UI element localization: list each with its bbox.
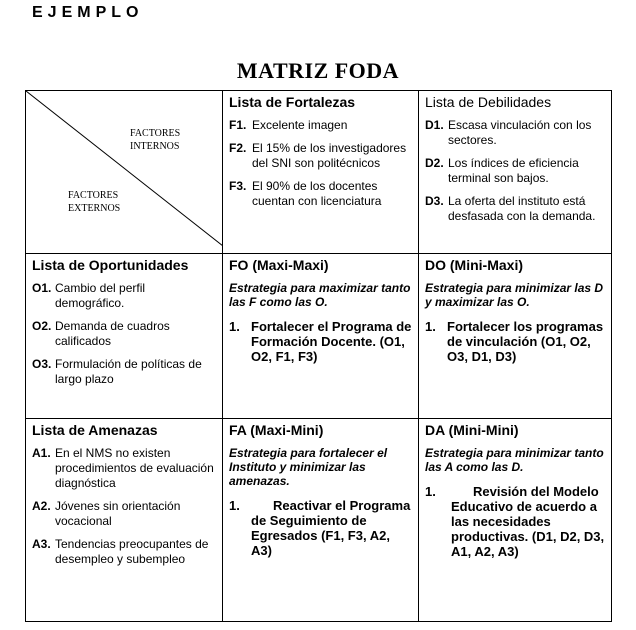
list-item: A2. Jóvenes sin orientación vocacional: [32, 499, 181, 528]
fa-cell: [223, 419, 419, 622]
external-factors-label: FACTORES EXTERNOS: [68, 190, 121, 214]
threats-title: Lista de Amenazas: [32, 422, 158, 438]
list-item: D1. Escasa vinculación con los sectores.: [425, 118, 592, 147]
do-strategy: Estrategia para minimizar las D y maximizar las O.: [425, 281, 604, 309]
opportunities-list: [32, 281, 217, 387]
opportunities-title: Lista de Oportunidades: [32, 257, 189, 273]
fo-action: 1. Fortalecer el Programa de Formación Docente. (O1, O2, F1, F3): [229, 319, 412, 364]
threats-list: [32, 446, 217, 567]
do-action: 1. Fortalecer los programas de vinculación (O1, O2, O3, D1, D3): [425, 319, 604, 364]
list-item: F3. El 90% de los docentes cuentan con licenciatura: [229, 179, 382, 208]
list-item: O1. Cambio del perfil demográfico.: [32, 281, 146, 310]
fo-cell: [223, 254, 419, 419]
da-action: 1. Revisión del Modelo Educativo de acuerdo a las necesidades productivas. (D1, D2, D3, A1, A2, A3): [425, 484, 605, 559]
opportunities-cell: [26, 254, 223, 419]
do-title: DO (Mini-Maxi): [425, 257, 523, 273]
da-strategy: Estrategia para minimizar tanto las A como las D.: [425, 446, 604, 474]
da-title: DA (Mini-Mini): [425, 422, 519, 438]
threats-cell: [26, 419, 223, 622]
strengths-title: Lista de Fortalezas: [229, 94, 356, 110]
weaknesses-list: [425, 118, 606, 224]
list-item: D3. La oferta del instituto está desfasada con la demanda.: [425, 194, 596, 223]
fo-title: FO (Maxi-Maxi): [229, 257, 329, 273]
list-item: D2. Los índices de eficiencia terminal son bajos.: [425, 156, 579, 185]
strengths-list: [229, 118, 413, 209]
list-item: F2. El 15% de los investigadores del SNI son politécnicos: [229, 141, 407, 170]
list-item: O2. Demanda de cuadros calificados: [32, 319, 170, 348]
strengths-cell: [223, 91, 419, 254]
fa-strategy: Estrategia para fortalecer el Instituto y minimizar las amenazas.: [229, 446, 388, 488]
matrix-title: MATRIZ FODA: [236, 58, 400, 83]
list-item: F1. Excelente imagen: [229, 118, 348, 132]
do-cell: [419, 254, 612, 419]
diagonal-line: [26, 91, 223, 246]
list-item: O3. Formulación de políticas de largo plazo: [32, 357, 202, 386]
list-item: A3. Tendencias preocupantes de desempleo y subempleo: [32, 537, 209, 566]
fa-action: 1. Reactivar el Programa de Seguimiento de Egresados (F1, F3, A2, A3): [229, 498, 411, 558]
foda-matrix: [25, 90, 612, 622]
list-item: A1. En el NMS no existen procedimientos de evaluación diagnóstica: [32, 446, 214, 490]
weaknesses-title: Lista de Debilidades: [425, 94, 552, 110]
da-cell: [419, 419, 612, 622]
page-heading: EJEMPLO: [32, 4, 144, 21]
fa-title: FA (Maxi-Mini): [229, 422, 324, 438]
corner-cell: [26, 91, 223, 254]
internal-factors-label: FACTORES INTERNOS: [130, 128, 181, 152]
fo-strategy: Estrategia para maximizar tanto las F como las O.: [229, 281, 411, 309]
weaknesses-cell: [419, 91, 612, 254]
